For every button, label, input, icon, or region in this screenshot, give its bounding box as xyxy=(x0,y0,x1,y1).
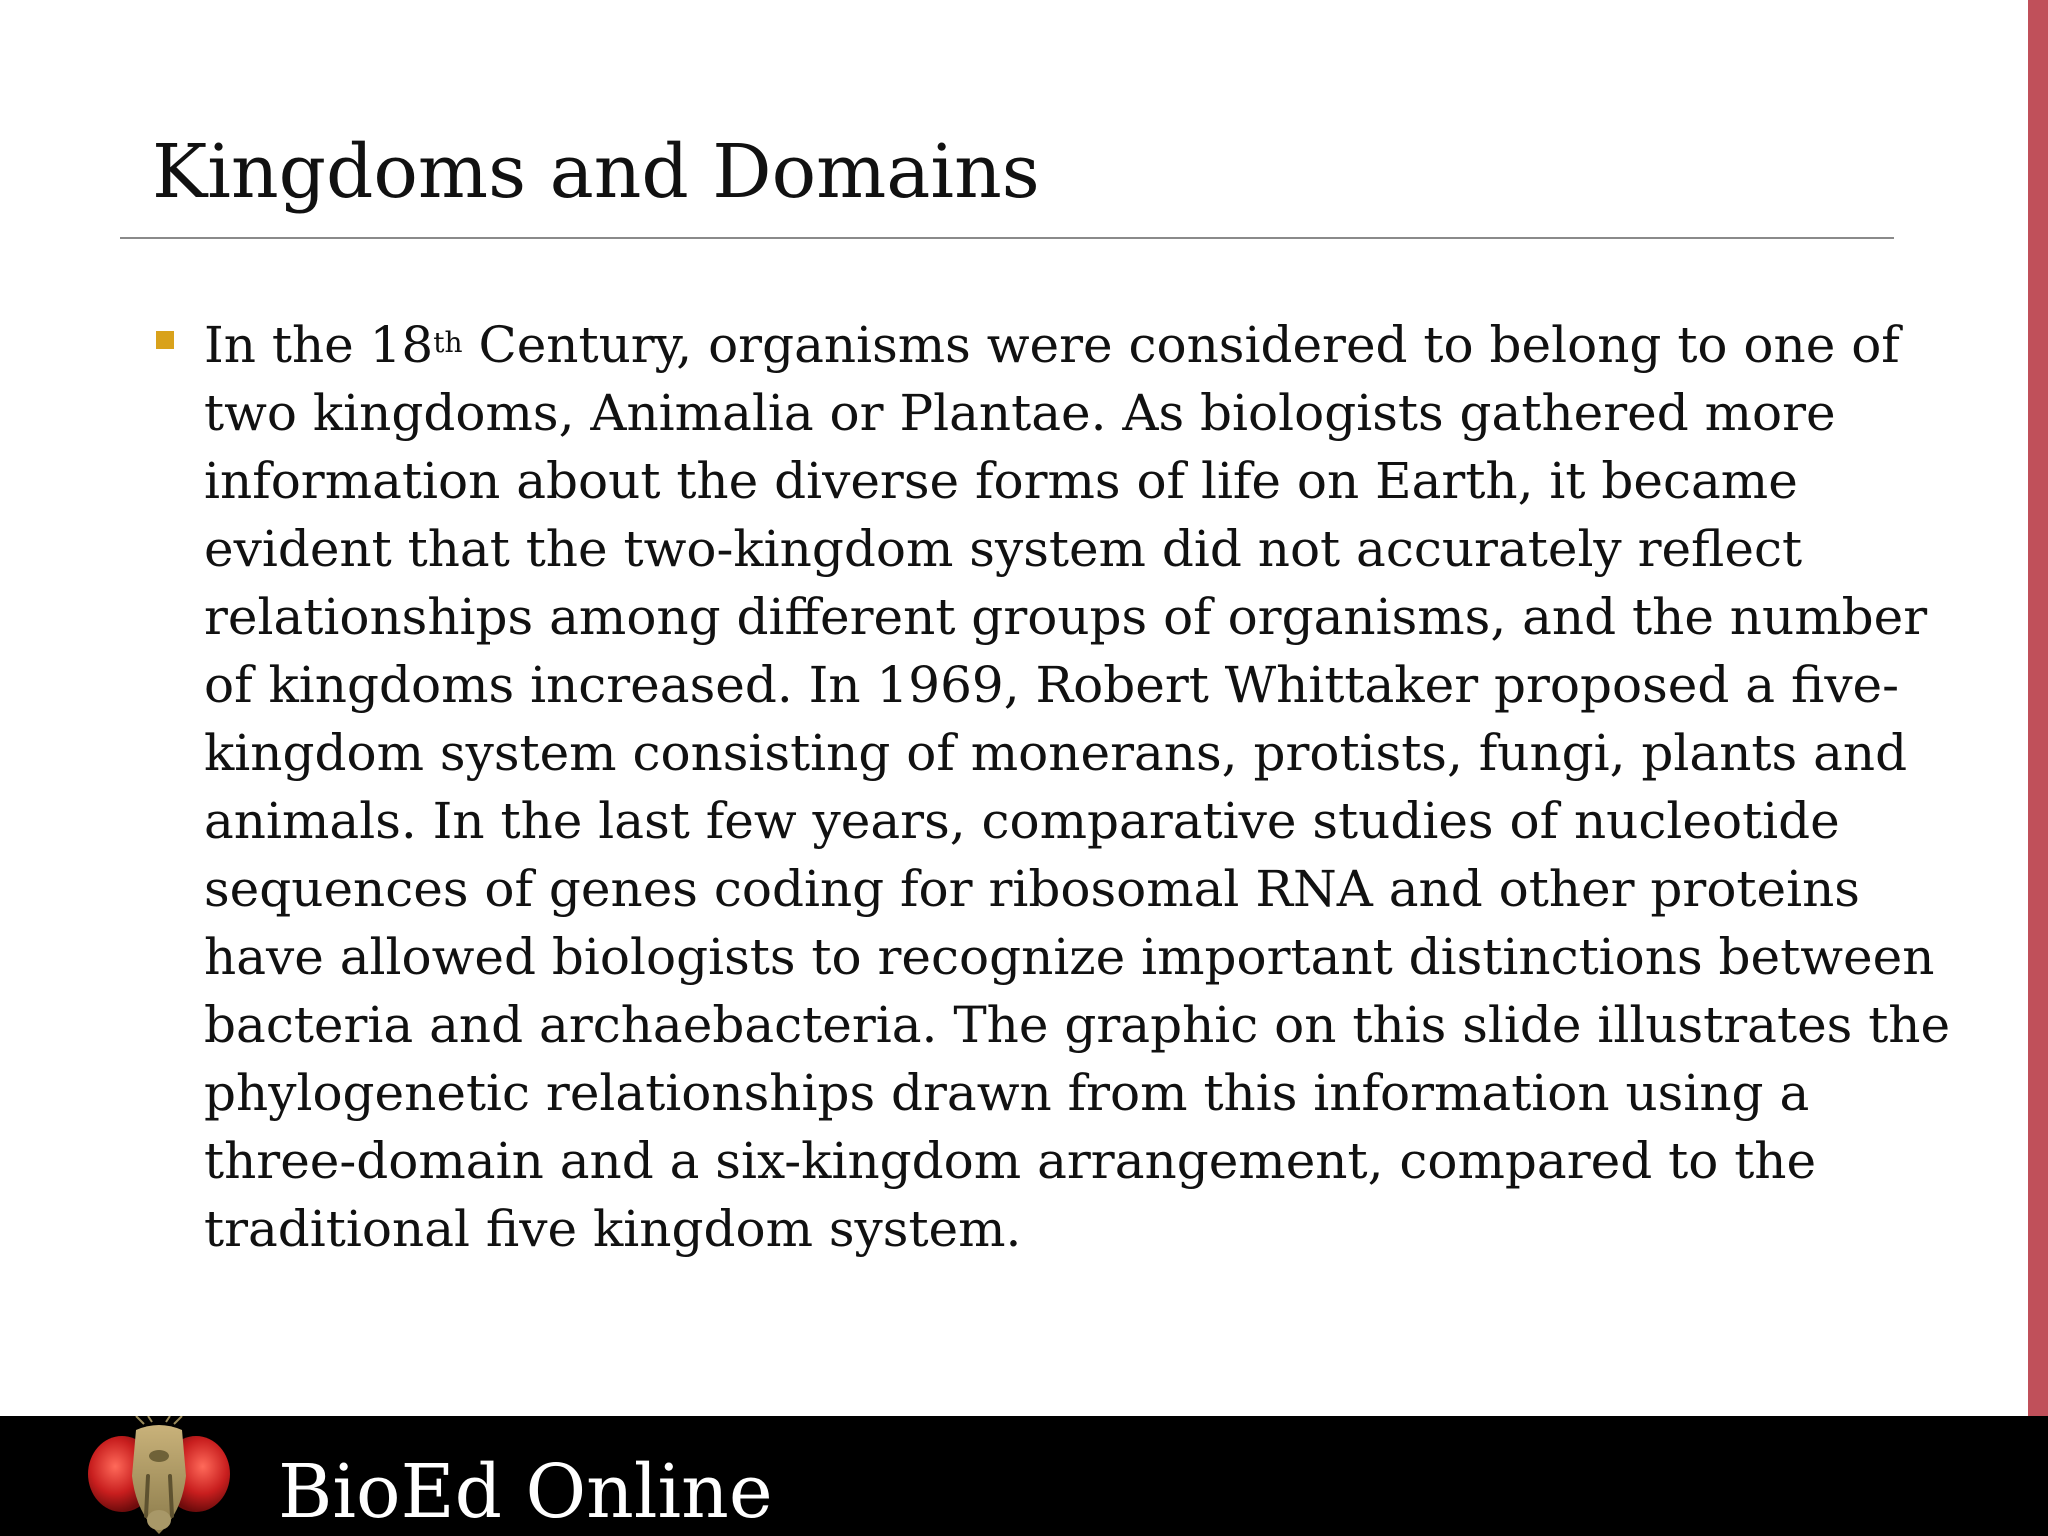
footer-brand-name: BioEd Online xyxy=(278,1449,773,1535)
slide-title: Kingdoms and Domains xyxy=(152,129,1040,215)
bullet-line-first xyxy=(204,311,1904,379)
bullet-line: phylogenetic relationships drawn from this information using a xyxy=(204,1064,1810,1122)
bullet-line: kingdom system consisting of monerans, protists, fungi, plants and xyxy=(204,724,1908,782)
bullet-line: information about the diverse forms of life on Earth, it became xyxy=(204,452,1798,510)
bullet-line: sequences of genes coding for ribosomal RNA and other proteins xyxy=(204,860,1860,918)
bullet-line: of kingdoms increased. In 1969, Robert Whittaker proposed a five- xyxy=(204,656,1900,714)
bullet-line: animals. In the last few years, comparative studies of nucleotide xyxy=(204,792,1840,850)
ordinal-superscript: th xyxy=(433,326,463,359)
bullet-square-icon xyxy=(156,331,174,349)
bullet-paragraph xyxy=(204,311,1951,1263)
bullet-line: bacteria and archaebacteria. The graphic on this slide illustrates the xyxy=(204,996,1951,1054)
bullet-line: two kingdoms, Animalia or Plantae. As biologists gathered more xyxy=(204,384,1836,442)
bullet-line: traditional five kingdom system. xyxy=(204,1200,1022,1258)
right-accent-bar xyxy=(2028,0,2048,1416)
bullet-line: have allowed biologists to recognize important distinctions between xyxy=(204,928,1935,986)
bullet-line: three-domain and a six-kingdom arrangement, compared to the xyxy=(204,1132,1817,1190)
fruit-fly-head-icon xyxy=(86,1416,232,1536)
bullet-text-post-sup: Century, organisms were considered to belong to one of xyxy=(462,316,1900,374)
bullet-line: evident that the two-kingdom system did not accurately reflect xyxy=(204,520,1803,578)
title-divider xyxy=(120,237,1894,239)
bullet-text-pre-sup: In the 18 xyxy=(204,316,434,374)
bullet-line: relationships among different groups of organisms, and the number xyxy=(204,588,1928,646)
